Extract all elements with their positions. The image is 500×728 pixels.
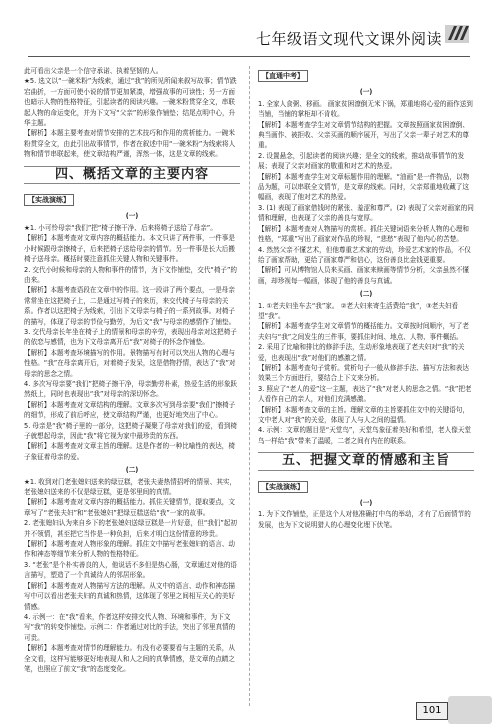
answer-item: 2. 老张媳妇认为来自乡下的老张媳妇送绿豆糕是一片好意，但“我们”起初并不领情，甚至把它当作是一种负担，后来才明白这份情意的珍贵。: [24, 519, 238, 538]
passage-number: (二): [125, 466, 139, 475]
analysis-item: 【解析】本题主要考查对情节安排的艺术技巧和作用的赏析能力。一碗米粉贯穿全文，由此引出故事情节，作者在叙述中用“一碗米粉”为线索将人物和情节串联起来，使文章结构严谨，浑然一体，这是文章的线索。: [24, 129, 236, 159]
answer-item: 3. “老张”是个朴实善良的人，他说话不多但是热心肠，文章通过对他的语言描写，塑造了一个真诚待人的邻居形象。: [24, 560, 238, 580]
analysis-item: 【解析】本题考查环境描写的作用。景物描写有时可以突出人物的心理与性格。“我”在母亲离开后，对着椅子发呆，这是借物抒情，表达了“我”对母亲的思念之情。: [24, 348, 236, 378]
analysis-item: 【解析】本题考查句子赏析。赏析句子一般从修辞手法、描写方法和表达效果三个方面进行，要结合上下文来分析。: [258, 363, 469, 383]
analysis-item: 【解析】本题考查语段在文章中的作用。这一段讲了两个要点，一是母亲常常坐在这把椅子上，二是通过写椅子的来历，来交代椅子与母亲的关系。作者以这把椅子为线索，引出下文母亲与椅子的一系列故事。对椅子的描写，体现了母亲的节俭与勤劳，为后文“我”与母亲的感情作了铺垫。: [24, 286, 236, 326]
answer-item: 2. 设置悬念，引起读者的阅读兴趣；是全文的线索，推动故事情节的发展；表现了父亲对画家的敬重和对艺术的热爱。: [258, 151, 465, 171]
right-column: [258, 66, 474, 706]
analysis-item: 【解析】可从博物馆人员来买画、画家来赎画等情节分析，父亲虽然不懂画，却珍视每一幅画，体现了他的善良与真诚。: [258, 266, 469, 285]
answer-item: ★1. 小可怜母亲“我们”把“椅子擦干净、后来将椅子送给了母亲”。: [24, 223, 217, 232]
book-series-logo-icon: [444, 22, 470, 44]
answer-item: ★5. 选文以“一碗米粉”为线索，通过“我”的所见所闻来叙写故事；情节跌宕曲折，一方面可使小说的情节更加紧凑，增强故事的可读性；另一方面也暗示人物的性格特征，引起读者的阅读兴趣。一碗米粉贯穿全文，串联起人物的命运变化，并为下文写“父亲”的形象作铺垫；结尾点明中心，升华主题。: [24, 77, 237, 128]
practice-heading: 【实战演练】: [258, 481, 308, 493]
page-number: 101: [416, 702, 448, 720]
analysis-item: 【解析】本题考查对人物形象的理解。抓住文中描写老张媳妇的语言、动作和神态等细节来分析人物的性格特征。: [24, 540, 235, 559]
answer-item: 3. (1) 表现了画家借钱时的紧张、羞涩和尊严。(2) 表现了父亲对画家的同情和理解，也表现了父亲的善良与宽厚。: [258, 203, 474, 223]
page-header-title: 七年级语文现代文课外阅读: [255, 30, 442, 48]
answer-item: 1. ①老夫妇坐车去“我”家。 ②老大妇来寄生活费给“我”，③老夫妇看望“我”。: [258, 301, 459, 320]
analysis-item: 【解析】本题考查学生对文章情节结构的把握。文章按照画家贫困潦倒、典当画作、被拒收、父亲买画的顺序展开，写出了父亲一辈子对艺术的尊重。: [258, 120, 469, 150]
analysis-item: 【解析】本题考查对人物描写方法的理解。从文中的语言、动作和神态描写中可以看出老张夫妇的真诚和热情，这体现了邻里之间相互关心的美好情感。: [24, 581, 235, 611]
answer-item: 2. 采用了比喻和排比的修辞手法，生动形象地表现了老夫妇对“我”的关爱，也表现出“我”对他们的感激之情。: [258, 343, 465, 362]
answer-item: 2. 交代小时候和母亲的人物和事件的情节，为下文作铺垫，交代“椅子”的由来。: [24, 265, 238, 284]
analysis-item: 【解析】本题考查文章的主旨。理解文章的主旨要抓住文中的关键语句，文中老人对“我”的关爱，体现了人与人之间的温情。: [258, 405, 469, 424]
section-title-emotion-theme: 五、把握文章的情感和主旨: [258, 452, 474, 470]
answer-item: 4. 示例：文章的题目是“天堂鸟”，天堂鸟象征着美好和希望，老人像天堂鸟一样给“我”带来了温暖，二者之间有内在的联系。: [258, 426, 472, 445]
page-header: [0, 0, 500, 62]
analysis-item: 【解析】本题考查对人物描写的赏析。抓住关键词语来分析人物的心理和性格，“郑重”写出了画家对作品的珍视，“悲愁”表现了他内心的苦楚。: [258, 224, 469, 244]
answer-item: 3. 照应了“老人的爱”这一主题，表达了“我”对老人的思念之情。“我”把老人看作自己的亲人，对他们充满感激。: [258, 384, 472, 404]
analysis-item: 【解析】本题考查对文章主旨的理解。这是作者的一种比喻性的表达，椅子象征着母亲的爱。: [24, 442, 235, 461]
analysis-item: 【解析】本题考查学生对文章标题作用的理解。“油画”是一件物品，以物品为题，可以串联全文情节，是文章的线索。同时，父亲郑重地收藏了这幅画，表现了他对艺术的热爱。: [258, 172, 470, 202]
answer-item: 5. 母亲是“我”椅子里的一部分，这把椅子凝聚了母亲对我们的爱，看到椅子就想起母亲，因此“我”将它视为家中最珍贵的东西。: [24, 421, 238, 440]
passage-number: (一): [359, 499, 373, 508]
analysis-item: 【解析】本题考查对文章内容的概括能力。本文只讲了两件事，一件事是小时候跟母亲擦椅子，后来把椅子送给母亲的情节。另一件事是长大后搬椅子送母亲。概括时要注意抓住关键人物和关键事件。: [24, 234, 235, 264]
answer-item: 1. 全家人食粥、移画。 画家贫困潦倒无米下锅，郑重地将心爱的画作送到当铺，当铺的掌柜却不肯收。: [258, 99, 473, 119]
analysis-item: 【解析】本题考查对文章结构的理解。文章多次写到母亲要“我们”擦椅子的细节，形成了前后呼应，使文章结构严谨，也更好地突出了中心。: [24, 400, 236, 420]
analysis-item: 【解析】本题考查对文章内容的概括能力。抓住关键情节，提取要点，文章写了“老张夫妇”和“老张媳妇”把绿豆糕送给“我”一家的故事。: [24, 498, 235, 517]
section-title-summary: 四、概括文章的主要内容: [24, 166, 240, 184]
analysis-item: 【解析】本题考查学生对文章情节的概括能力。文章按时间顺序，写了老夫妇与“我”之间发生的三件事，要抓住时间、地点、人物、事件概括。: [258, 322, 469, 341]
column-divider: [249, 66, 250, 706]
left-column: [24, 66, 240, 706]
watermark-logo-icon: [448, 696, 492, 724]
answer-item: 1. 为下文作铺垫，正是这个人对他准确打中鸟的举动，才有了后面情节的发展，也为下文说明猎人的心理变化埋下伏笔。: [258, 510, 471, 529]
passage-number: (一): [125, 212, 139, 221]
analysis-item: 【解析】本题考查对情节的理解能力。有没有必要要看与主题的关系，从全文看，这样写能够更好地表现人和人之间的真挚情感，是文章的点睛之笔，也照应了前文“我”的态度变化。: [24, 644, 235, 673]
passage-number: (二): [359, 290, 373, 299]
answer-item: 4. 多次写母亲要“我们”把椅子擦干净，母亲勤劳朴素，热爱生活的形象跃然纸上，同时也表现出“我”对母亲的深切怀念。: [24, 379, 238, 399]
answer-item: 3. 交代母亲长年坐在椅子上的情景和母亲的辛劳，表现出母亲对这把椅子的依恋与感情，也为下文母亲离开后“我”对椅子的怀念作铺垫。: [24, 327, 237, 347]
text-line: 此可看出父亲是一个信守承诺、执着坚韧的人。: [24, 67, 163, 75]
passage-number: (一): [359, 88, 373, 97]
header-rule: [28, 56, 470, 57]
answer-item: 4. 然然父亲不懂艺术，但他尊重艺术家的劳动，珍爱艺术家的作品，不仅给了画家帮助，更给了画家尊严和信心，这份善良比金钱更重要。: [258, 245, 471, 264]
exam-practice-heading: 【直通中考】: [258, 70, 308, 82]
practice-heading: 【实战演练】: [24, 194, 74, 206]
answer-item: ★1. 收到对门老张媳妇送来的绿豆糕，老张夫妻热情招呼的情景、其实，老张媳妇送来的不仅是绿豆糕，更是邻里间的真情。: [24, 477, 237, 497]
answer-item: 4. 示例一：在“我”看来，作者这样安排交代人物、环境和事件，为下文写“我”的转变作铺垫。示例二：作者通过对比的手法，突出了邻里真情的可贵。: [24, 612, 236, 642]
